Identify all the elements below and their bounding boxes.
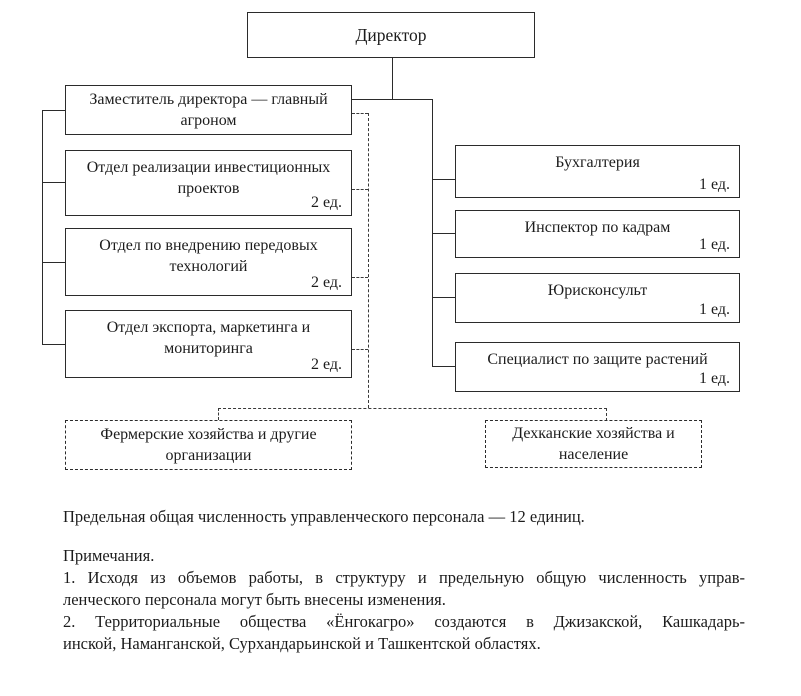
staff-count: 1 ед. <box>698 236 730 253</box>
left-stub-deputy <box>42 110 65 111</box>
dashed-stub-export-dept <box>352 349 368 350</box>
box-label-line: Инспектор по кадрам <box>524 219 671 236</box>
export-marketing-dept-box <box>65 310 352 378</box>
note-1-line-2: ленческого персонала могут быть внесены изменения. <box>63 590 446 609</box>
notes-block <box>63 545 745 655</box>
dashed-stub-technology-dept <box>352 277 368 278</box>
technology-implementation-dept-box <box>65 228 352 296</box>
notes-heading: Примечания. <box>63 546 155 565</box>
box-label-line: организации <box>165 447 252 464</box>
box-label-line: Фермерские хозяйства и другие <box>100 426 317 443</box>
right-stub-plant-specialist <box>432 366 455 367</box>
deputy-director-box <box>65 85 352 135</box>
staff-limit-text: Предельная общая численность управленческого персонала — 12 единиц. <box>63 507 585 526</box>
staff-count: 1 ед. <box>698 370 730 387</box>
dashed-stub-investment-dept <box>352 189 368 190</box>
left-trunk-line <box>42 110 43 344</box>
plant-protection-specialist-box <box>455 342 740 392</box>
farmer-enterprises-box <box>65 420 352 470</box>
right-stub-legal-counsel <box>432 297 455 298</box>
staff-count: 1 ед. <box>698 176 730 193</box>
box-label-line: Специалист по защите растений <box>487 351 708 368</box>
staff-count: 1 ед. <box>698 301 730 318</box>
investment-projects-dept-box <box>65 150 352 216</box>
dehkan-households-box <box>485 420 702 468</box>
accounting-box <box>455 145 740 198</box>
staff-count: 2 ед. <box>310 274 342 291</box>
box-label-line: Заместитель директора — главный <box>89 91 328 108</box>
note-1-line-1: 1. Исходя из объемов работы, в структуру и предельную общую численность управ- <box>63 568 745 587</box>
box-label-line: Бухгалтерия <box>555 154 640 171</box>
legal-counsel-box <box>455 273 740 323</box>
dashed-tick-farmer-box <box>218 408 219 420</box>
box-label-line: Дехканские хозяйства и <box>512 425 675 442</box>
box-label-line: Юрисконсульт <box>547 282 648 299</box>
box-label-line: Отдел по внедрению передовых <box>99 237 318 254</box>
box-label-line: агроном <box>180 112 237 129</box>
box-label-line: технологий <box>169 258 248 275</box>
hr-inspector-box <box>455 210 740 258</box>
staff-count: 2 ед. <box>310 356 342 373</box>
left-stub-investment-dept <box>42 182 65 183</box>
box-label-line: мониторинга <box>164 340 253 357</box>
director-junction-line <box>352 99 433 100</box>
box-label-line: Отдел экспорта, маркетинга и <box>106 319 311 336</box>
note-2-line-1: 2. Территориальные общества «Ёнгокагро» создаются в Джизакской, Кашкадарь- <box>63 612 745 631</box>
director-box <box>247 12 535 58</box>
director-drop-line <box>392 58 393 99</box>
note-2-line-2: инской, Наманганской, Сурхандарьинской и Ташкентской областях. <box>63 634 541 653</box>
box-label-line: Отдел реализации инвестиционных <box>86 159 331 176</box>
dashed-bottom-line <box>218 408 607 409</box>
box-label-line: проектов <box>177 180 240 197</box>
dashed-trunk-line <box>368 113 369 408</box>
left-stub-technology-dept <box>42 262 65 263</box>
box-label-line: население <box>558 446 629 463</box>
director-label: Директор <box>355 24 427 45</box>
right-stub-accounting <box>432 179 455 180</box>
right-stub-hr-inspector <box>432 233 455 234</box>
staff-count: 2 ед. <box>310 194 342 211</box>
dashed-stub-deputy <box>352 113 368 114</box>
left-stub-export-dept <box>42 344 65 345</box>
